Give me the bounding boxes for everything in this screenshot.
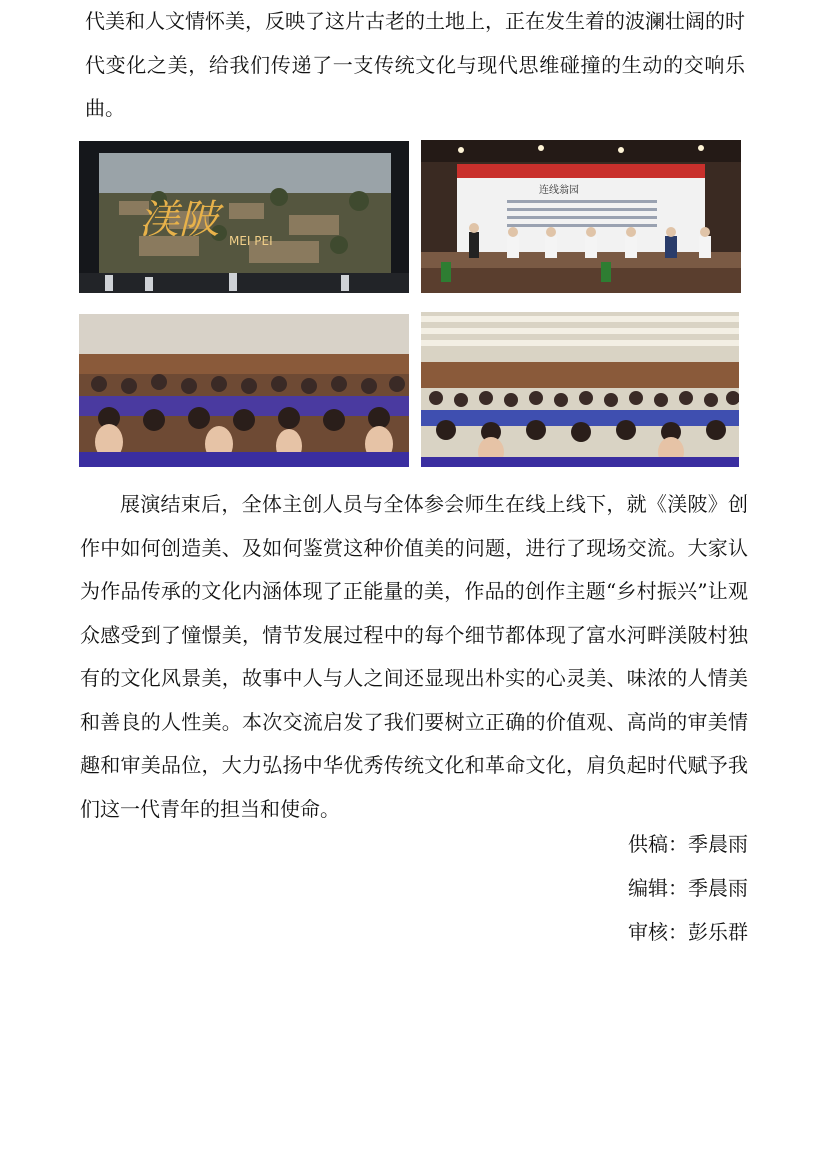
photo-audience-right (421, 312, 739, 467)
credit-contributor: 供稿：季晨雨 (628, 832, 748, 856)
credit-reviewer: 审核：彭乐群 (628, 920, 748, 944)
credit-editor: 编辑：季晨雨 (628, 876, 748, 900)
screen-title: 渼陂 (139, 197, 219, 243)
photo-film-screening (79, 141, 409, 293)
stage-banner: 连线翁园 (539, 185, 579, 196)
photo-audience-left (79, 314, 409, 467)
photo-stage-panel (421, 140, 741, 293)
intro-paragraph: 代美和人文情怀美，反映了这片古老的土地上，正在发生着的波澜壮阔的时代变化之美，给我们传递了一支传统文化与现代思维碰撞的生动的交响乐曲。 (85, 9, 745, 120)
main-paragraph: 展演结束后，全体主创人员与全体参会师生在线上线下，就《渼陂》创作中如何创造美、及如何鉴赏这种价值美的问题，进行了现场交流。大家认为作品传承的文化内涵体现了正能量的美，作品的创作主题“乡村振兴”让观众感受到了憧憬美，情节发展过程中的每个细节都体现了富水河畔渼陂村独有的文化风景美，故事中人与人之间还显现出朴实的心灵美、味浓的人情美和善良的人性美。本次交流启发了我们要树立正确的价值观、高尚的审美情趣和审美品位，大力弘扬中华优秀传统文化和革命文化，肩负起时代赋予我们这一代青年的担当和使命。 (80, 492, 748, 821)
screen-subtitle: MEI PEI (229, 234, 273, 248)
